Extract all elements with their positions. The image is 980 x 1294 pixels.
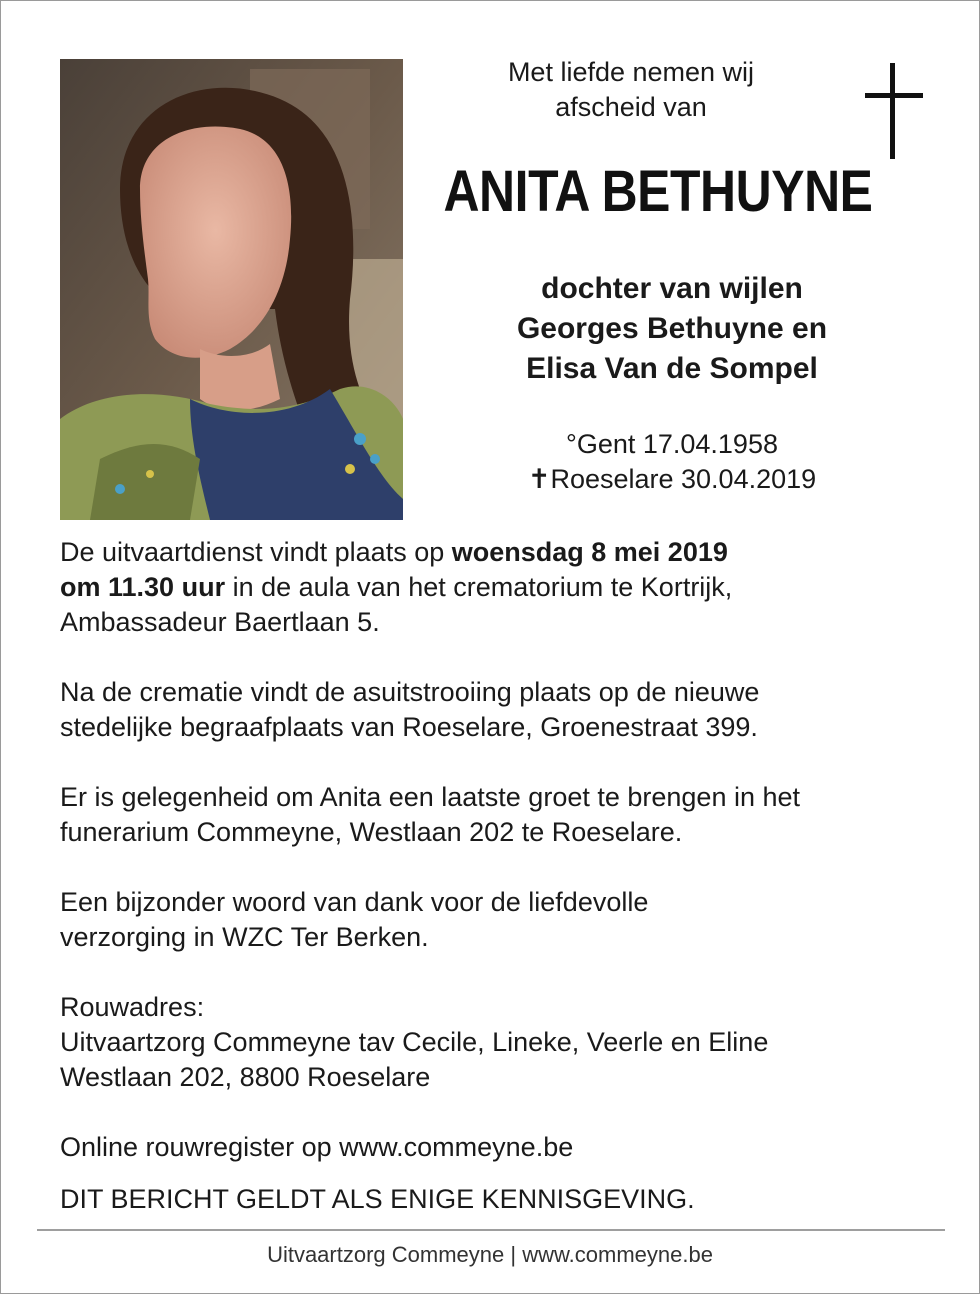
intro-line-1: Met liefde nemen wij — [507, 57, 755, 87]
cremation-line-1: Na de crematie vindt de asuitstrooiing plaats op de nieuwe — [60, 677, 760, 707]
intro-line-2: afscheid van — [555, 92, 707, 122]
notice-body — [60, 535, 940, 1217]
parents-block — [441, 269, 903, 389]
death-date: ✝Roeselare 30.04.2019 — [527, 464, 817, 494]
service-time: om 11.30 uur — [60, 572, 226, 602]
service-lead: De uitvaartdienst vindt plaats op — [60, 537, 452, 567]
notice-statement: DIT BERICHT GELDT ALS ENIGE KENNISGEVING. — [60, 1184, 695, 1214]
parents-line-1: dochter van wijlen — [541, 272, 803, 305]
service-paragraph — [60, 535, 940, 640]
service-date: woensdag 8 mei 2019 — [451, 537, 728, 567]
parents-line-2: Georges Bethuyne en — [516, 312, 828, 345]
farewell-line-2: funerarium Commeyne, Westlaan 202 te Roeselare. — [60, 817, 683, 847]
cremation-line-2: stedelijke begraafplaats van Roeselare, Groenestraat 399. — [60, 712, 758, 742]
cremation-paragraph — [60, 675, 940, 745]
online-register: Online rouwregister op www.commeyne.be — [60, 1132, 574, 1162]
service-address: Ambassadeur Baertlaan 5. — [60, 607, 380, 637]
service-location: in de aula van het crematorium te Kortrijk, — [225, 572, 733, 602]
parents-line-3: Elisa Van de Sompel — [526, 352, 818, 385]
dates-block — [441, 427, 903, 497]
address-paragraph — [60, 990, 940, 1095]
footer-text: Uitvaartzorg Commeyne | www.commeyne.be — [267, 1242, 713, 1267]
address-label: Rouwadres: — [60, 992, 205, 1022]
farewell-line-1: Er is gelegenheid om Anita een laatste groet te brengen in het — [60, 782, 801, 812]
farewell-paragraph — [60, 780, 940, 850]
portrait-photo — [60, 59, 403, 520]
thanks-line-2: verzorging in WZC Ter Berken. — [60, 922, 429, 952]
thanks-paragraph — [60, 885, 940, 955]
footer-divider — [37, 1229, 945, 1231]
intro-text — [441, 55, 821, 125]
deceased-name: ANITA BETHUYNE — [443, 159, 873, 224]
birth-date: °Gent 17.04.1958 — [566, 429, 778, 459]
address-line-1: Uitvaartzorg Commeyne tav Cecile, Lineke, Veerle en Eline — [60, 1027, 769, 1057]
thanks-line-1: Een bijzonder woord van dank voor de liefdevolle — [60, 887, 649, 917]
portrait-image — [60, 59, 403, 520]
cross-icon — [865, 63, 923, 159]
address-line-2: Westlaan 202, 8800 Roeselare — [60, 1062, 431, 1092]
